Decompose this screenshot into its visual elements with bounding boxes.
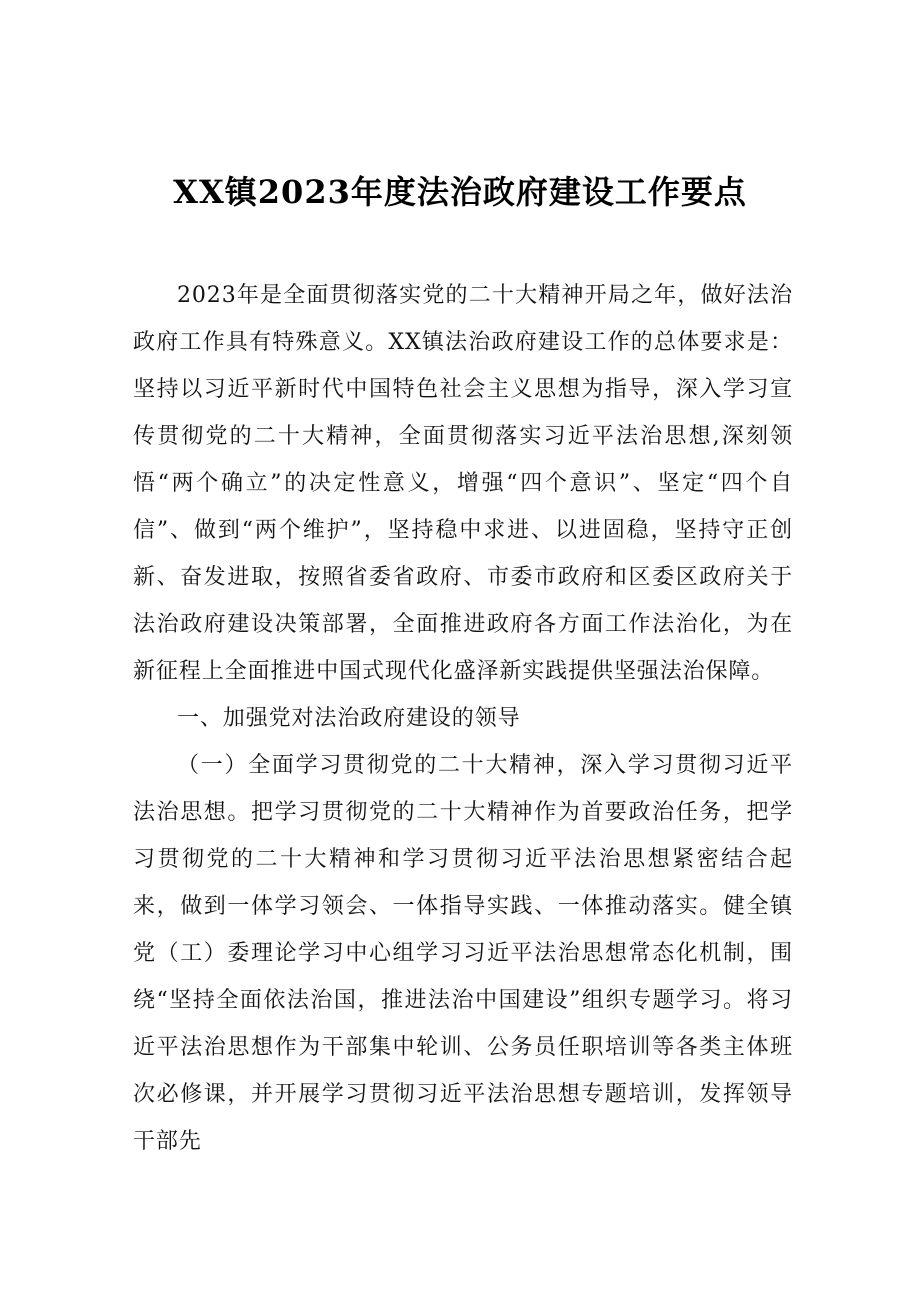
intro-paragraph: 2023年是全面贯彻落实党的二十大精神开局之年，做好法治政府工作具有特殊意义。XX镇法治政府建设工作的总体要求是：坚持以习近平新时代中国特色社会主义思想为指导，深入学习宣传贯彻党的二十大精神，全面贯彻落实习近平法治思想,深刻领悟“两个确立”的决定性意义，增强“四个意识”、坚定“四个自信”、做到“两个维护”，坚持稳中求进、以进固稳，坚持守正创新、奋发进取，按照省委省政府、市委市政府和区委区政府关于法治政府建设决策部署，全面推进政府各方面工作法治化，为在新征程上全面推进中国式现代化盛泽新实践提供坚强法治保障。	[133, 283, 793, 684]
document-body	[133, 272, 793, 1165]
document-title: XX镇2023年度法治政府建设工作要点	[173, 173, 747, 211]
subsection-paragraph-1: （一）全面学习贯彻党的二十大精神，深入学习贯彻习近平法治思想。把学习贯彻党的二十大精神作为首要政治任务，把学习贯彻党的二十大精神和学习贯彻习近平法治思想紧密结合起来，做到一体学习领会、一体指导实践、一体推动落实。健全镇党（工）委理论学习中心组学习习近平法治思想常态化机制，围绕“坚持全面依法治国，推进法治中国建设”组织专题学习。将习近平法治思想作为干部集中轮训、公务员任职培训等各类主体班次必修课，并开展学习贯彻习近平法治思想专题培训，发挥领导干部先	[133, 753, 793, 1154]
section-heading-1: 一、加强党对法治政府建设的领导	[177, 706, 521, 731]
